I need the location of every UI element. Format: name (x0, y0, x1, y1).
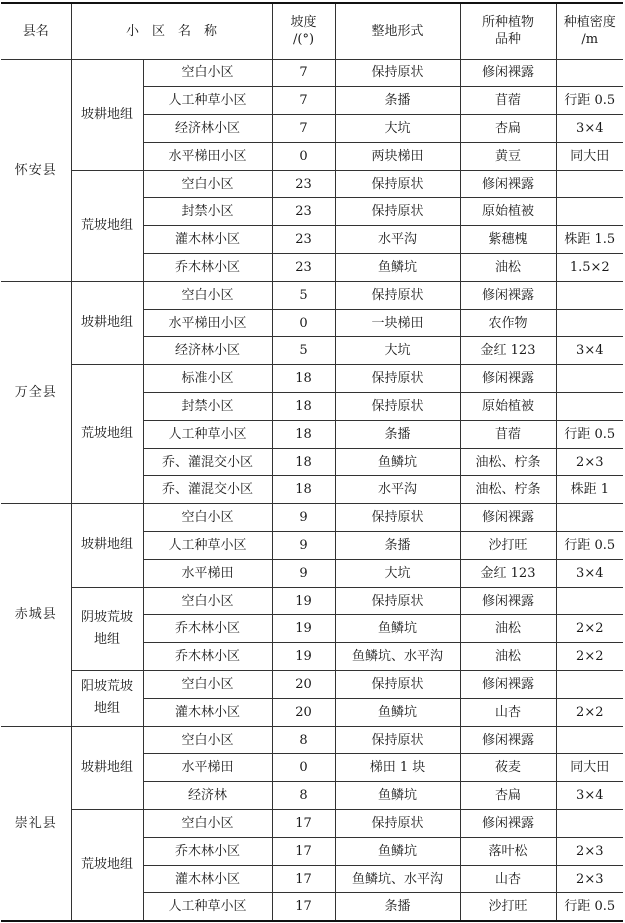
plant-species: 原始植被 (460, 198, 556, 226)
prep-form: 大坑 (335, 337, 460, 365)
group-name: 荒坡地组 (71, 170, 143, 281)
slope-value: 7 (272, 115, 335, 143)
plant-species: 金红 123 (460, 559, 556, 587)
header-slope-line2: /(°) (293, 32, 315, 48)
plant-species: 修闲裸露 (460, 365, 556, 393)
header-slope-line1: 坡度 (290, 15, 317, 31)
header-species (460, 3, 556, 59)
plot-name: 灌木林小区 (143, 226, 272, 254)
planting-density: 2×3 (556, 837, 623, 865)
plant-species: 油松、柠条 (460, 448, 556, 476)
header-row (1, 3, 623, 59)
table-row (1, 59, 623, 87)
planting-density: 3×4 (556, 782, 623, 810)
planting-density: 2×2 (556, 698, 623, 726)
slope-value: 23 (272, 198, 335, 226)
planting-density (556, 365, 623, 393)
prep-form: 保持原状 (335, 281, 460, 309)
planting-density: 行距 0.5 (556, 420, 623, 448)
group-name: 坡耕地组 (71, 726, 143, 809)
slope-value: 20 (272, 698, 335, 726)
plot-name: 水平梯田 (143, 754, 272, 782)
plot-name: 封禁小区 (143, 393, 272, 421)
planting-density: 2×3 (556, 865, 623, 893)
header-density-line2: /m (581, 32, 599, 48)
slope-value: 0 (272, 309, 335, 337)
slope-value: 18 (272, 476, 335, 504)
plot-name: 空白小区 (143, 671, 272, 699)
plant-species: 油松 (460, 254, 556, 282)
plot-name: 人工种草小区 (143, 893, 272, 921)
planting-density: 3×4 (556, 337, 623, 365)
plant-species: 农作物 (460, 309, 556, 337)
plot-name: 乔木林小区 (143, 643, 272, 671)
prep-form: 条播 (335, 893, 460, 921)
prep-form: 鱼鳞坑 (335, 698, 460, 726)
plot-name: 人工种草小区 (143, 87, 272, 115)
planting-density: 株距 1.5 (556, 226, 623, 254)
slope-value: 17 (272, 837, 335, 865)
planting-density (556, 309, 623, 337)
slope-value: 9 (272, 504, 335, 532)
prep-form: 保持原状 (335, 671, 460, 699)
plant-species: 修闲裸露 (460, 281, 556, 309)
table-row (1, 671, 623, 699)
slope-value: 8 (272, 782, 335, 810)
slope-value: 8 (272, 726, 335, 754)
prep-form: 保持原状 (335, 393, 460, 421)
header-species-line1: 所种植物 (482, 15, 535, 31)
planting-density: 2×2 (556, 615, 623, 643)
county-name: 万全县 (1, 281, 71, 503)
slope-value: 18 (272, 365, 335, 393)
plant-species: 修闲裸露 (460, 671, 556, 699)
plot-name: 空白小区 (143, 59, 272, 87)
prep-form: 鱼鳞坑、水平沟 (335, 643, 460, 671)
plot-name: 空白小区 (143, 281, 272, 309)
header-density-line1: 种植密度 (563, 15, 616, 31)
header-county: 县名 (1, 3, 71, 59)
table-row (1, 365, 623, 393)
group-name: 坡耕地组 (71, 59, 143, 170)
plot-name: 空白小区 (143, 170, 272, 198)
plot-name: 空白小区 (143, 587, 272, 615)
prep-form: 保持原状 (335, 59, 460, 87)
table-row (1, 170, 623, 198)
header-density (556, 3, 623, 59)
prep-form: 保持原状 (335, 170, 460, 198)
plant-species: 油松、柠条 (460, 476, 556, 504)
plant-species: 山杏 (460, 865, 556, 893)
planting-density: 2×3 (556, 448, 623, 476)
prep-form: 鱼鳞坑、水平沟 (335, 865, 460, 893)
group-name: 阴坡荒坡地组 (71, 587, 143, 670)
prep-form: 水平沟 (335, 226, 460, 254)
plot-name: 经济林小区 (143, 337, 272, 365)
plot-name: 乔、灌混交小区 (143, 476, 272, 504)
prep-form: 大坑 (335, 115, 460, 143)
plant-species: 修闲裸露 (460, 810, 556, 838)
plant-species: 修闲裸露 (460, 59, 556, 87)
county-name: 崇礼县 (1, 726, 71, 921)
prep-form: 保持原状 (335, 726, 460, 754)
plot-name: 水平梯田小区 (143, 142, 272, 170)
slope-value: 23 (272, 254, 335, 282)
prep-form: 条播 (335, 420, 460, 448)
prep-form: 保持原状 (335, 365, 460, 393)
slope-value: 17 (272, 810, 335, 838)
group-name: 坡耕地组 (71, 504, 143, 587)
plant-species: 苜蓿 (460, 420, 556, 448)
header-prep-form: 整地形式 (335, 3, 460, 59)
prep-form: 鱼鳞坑 (335, 837, 460, 865)
slope-value: 9 (272, 532, 335, 560)
planting-density (556, 726, 623, 754)
plot-name: 标准小区 (143, 365, 272, 393)
planting-density: 同大田 (556, 142, 623, 170)
group-name: 阳坡荒坡地组 (71, 671, 143, 727)
planting-density (556, 198, 623, 226)
table-row (1, 281, 623, 309)
plant-species: 金红 123 (460, 337, 556, 365)
table-row (1, 587, 623, 615)
prep-form: 保持原状 (335, 810, 460, 838)
prep-form: 鱼鳞坑 (335, 254, 460, 282)
plant-species: 莜麦 (460, 754, 556, 782)
plot-name: 灌木林小区 (143, 865, 272, 893)
planting-density (556, 810, 623, 838)
plant-species: 油松 (460, 643, 556, 671)
planting-density (556, 281, 623, 309)
group-name: 坡耕地组 (71, 281, 143, 364)
planting-density: 3×4 (556, 559, 623, 587)
slope-value: 18 (272, 393, 335, 421)
plant-species: 原始植被 (460, 393, 556, 421)
plant-species: 油松 (460, 615, 556, 643)
county-name: 赤城县 (1, 504, 71, 726)
planting-density (556, 671, 623, 699)
slope-value: 5 (272, 281, 335, 309)
slope-value: 19 (272, 643, 335, 671)
prep-form: 条播 (335, 87, 460, 115)
planting-density: 同大田 (556, 754, 623, 782)
planting-density (556, 59, 623, 87)
plant-species: 修闲裸露 (460, 726, 556, 754)
planting-density (556, 504, 623, 532)
group-name: 荒坡地组 (71, 365, 143, 504)
plot-table (1, 2, 623, 922)
planting-density: 3×4 (556, 115, 623, 143)
plant-species: 山杏 (460, 698, 556, 726)
prep-form: 保持原状 (335, 587, 460, 615)
plot-name: 乔木林小区 (143, 615, 272, 643)
slope-value: 23 (272, 170, 335, 198)
table-row (1, 504, 623, 532)
slope-value: 18 (272, 420, 335, 448)
plot-name: 人工种草小区 (143, 420, 272, 448)
slope-value: 9 (272, 559, 335, 587)
slope-value: 7 (272, 87, 335, 115)
slope-value: 0 (272, 142, 335, 170)
header-species-line2: 品种 (495, 32, 522, 48)
table-row (1, 810, 623, 838)
plot-name: 人工种草小区 (143, 532, 272, 560)
plant-species: 杏扁 (460, 782, 556, 810)
planting-density (556, 170, 623, 198)
plot-name: 灌木林小区 (143, 698, 272, 726)
planting-density: 1.5×2 (556, 254, 623, 282)
prep-form: 条播 (335, 532, 460, 560)
plant-species: 沙打旺 (460, 893, 556, 921)
table-row (1, 726, 623, 754)
plot-name: 空白小区 (143, 504, 272, 532)
plot-name: 封禁小区 (143, 198, 272, 226)
plot-name: 空白小区 (143, 810, 272, 838)
prep-form: 一块梯田 (335, 309, 460, 337)
slope-value: 20 (272, 671, 335, 699)
plot-name: 经济林小区 (143, 115, 272, 143)
prep-form: 水平沟 (335, 476, 460, 504)
plot-name: 经济林 (143, 782, 272, 810)
plant-species: 修闲裸露 (460, 504, 556, 532)
slope-value: 7 (272, 59, 335, 87)
prep-form: 梯田 1 块 (335, 754, 460, 782)
plot-name: 空白小区 (143, 726, 272, 754)
prep-form: 大坑 (335, 559, 460, 587)
plant-species: 黄豆 (460, 142, 556, 170)
prep-form: 鱼鳞坑 (335, 782, 460, 810)
plot-name: 乔木林小区 (143, 254, 272, 282)
county-name: 怀安县 (1, 59, 71, 281)
plot-name: 水平梯田 (143, 559, 272, 587)
plot-name: 乔、灌混交小区 (143, 448, 272, 476)
prep-form: 鱼鳞坑 (335, 615, 460, 643)
plant-species: 沙打旺 (460, 532, 556, 560)
slope-value: 18 (272, 448, 335, 476)
planting-density: 行距 0.5 (556, 532, 623, 560)
planting-density (556, 587, 623, 615)
slope-value: 17 (272, 865, 335, 893)
slope-value: 0 (272, 754, 335, 782)
prep-form: 保持原状 (335, 198, 460, 226)
planting-density: 2×2 (556, 643, 623, 671)
group-name: 荒坡地组 (71, 810, 143, 921)
plot-name: 水平梯田小区 (143, 309, 272, 337)
plot-name: 乔木林小区 (143, 837, 272, 865)
prep-form: 鱼鳞坑 (335, 448, 460, 476)
prep-form: 两块梯田 (335, 142, 460, 170)
planting-density (556, 393, 623, 421)
slope-value: 17 (272, 893, 335, 921)
table-body (1, 59, 623, 921)
planting-density: 行距 0.5 (556, 893, 623, 921)
plant-species: 修闲裸露 (460, 170, 556, 198)
slope-value: 19 (272, 615, 335, 643)
slope-value: 19 (272, 587, 335, 615)
plant-species: 落叶松 (460, 837, 556, 865)
planting-density: 行距 0.5 (556, 87, 623, 115)
plant-species: 杏扁 (460, 115, 556, 143)
header-slope (272, 3, 335, 59)
prep-form: 保持原状 (335, 504, 460, 532)
plant-species: 紫穗槐 (460, 226, 556, 254)
plant-species: 修闲裸露 (460, 587, 556, 615)
slope-value: 5 (272, 337, 335, 365)
planting-density: 株距 1 (556, 476, 623, 504)
plant-species: 苜蓿 (460, 87, 556, 115)
header-plot-name: 小 区 名 称 (71, 3, 272, 59)
slope-value: 23 (272, 226, 335, 254)
